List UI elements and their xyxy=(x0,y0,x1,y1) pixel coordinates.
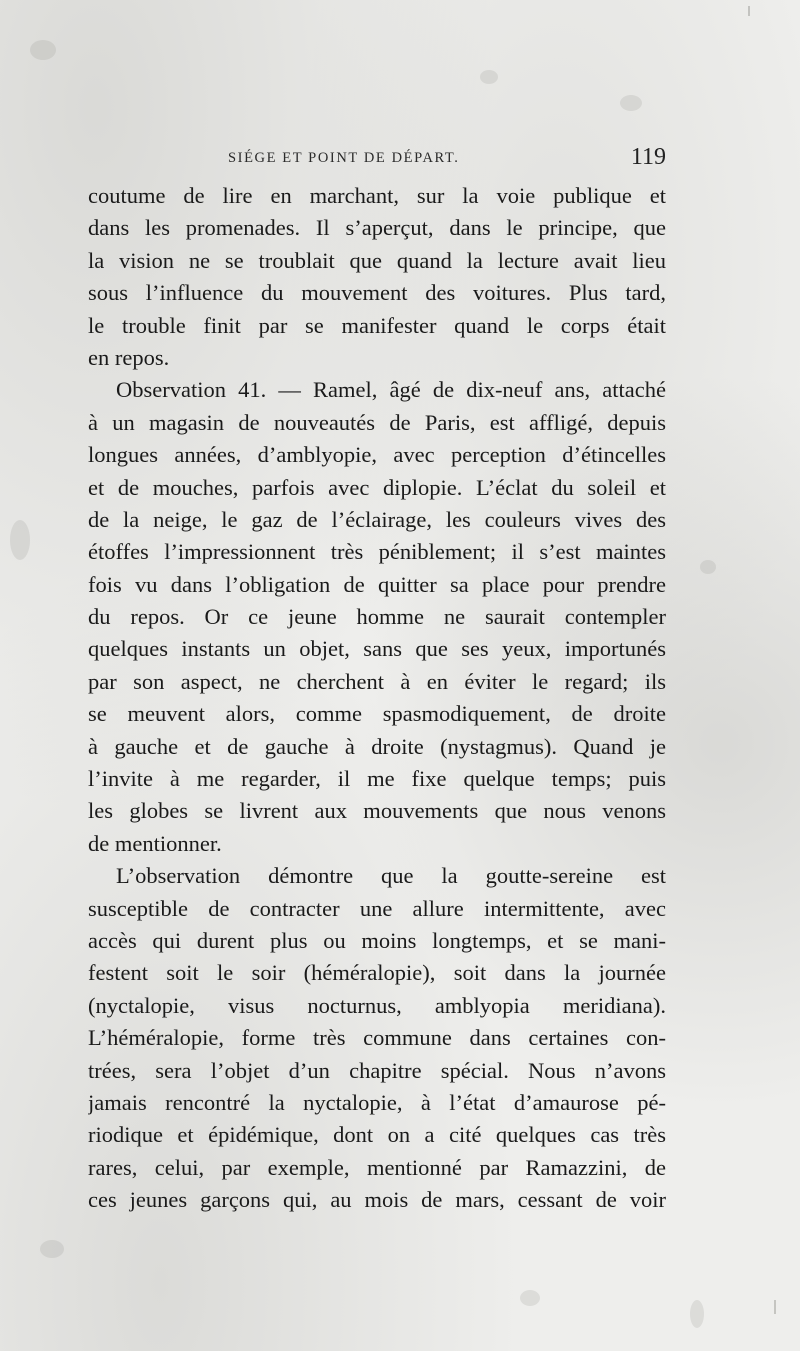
text-line: sous l’influence du mouvement des voitures. Plus tard, xyxy=(88,280,666,306)
observation-heading-line: Observation 41. — Ramel, âgé de dix-neuf ans, attaché xyxy=(116,377,666,403)
text-line: quelques instants un objet, sans que ses yeux, importunés xyxy=(88,636,666,662)
text-line: ces jeunes garçons qui, au mois de mars, cessant de voir xyxy=(88,1187,666,1213)
text-line: de la neige, le gaz de l’éclairage, les couleurs vives des xyxy=(88,506,666,532)
text-line: se meuvent alors, comme spasmodiquement, de droite xyxy=(88,701,666,727)
text-line: la vision ne se troublait que quand la lecture avait lieu xyxy=(88,247,666,273)
body-text xyxy=(88,180,666,1217)
paragraph-start-line: L’observation démontre que la goutte-sereine est xyxy=(116,863,666,889)
running-head xyxy=(228,144,668,174)
text-line: longues années, d’amblyopie, avec perception d’étincelles xyxy=(88,442,666,468)
scan-speckle xyxy=(480,70,498,84)
scan-speckle xyxy=(700,560,716,574)
scan-speckle xyxy=(10,520,30,560)
scan-speckle xyxy=(30,40,56,60)
text-line: étoffes l’impressionnent très péniblement; il s’est maintes xyxy=(88,539,666,565)
text-line: (nyctalopie, visus nocturnus, amblyopia meridiana). xyxy=(88,992,666,1018)
text-line: susceptible de contracter une allure intermittente, avec xyxy=(88,895,666,921)
text-line: les globes se livrent aux mouvements que nous venons xyxy=(88,798,666,824)
text-line: trées, sera l’objet d’un chapitre spécial. Nous n’avons xyxy=(88,1057,666,1083)
text-line: par son aspect, ne cherchent à en éviter le regard; ils xyxy=(88,668,666,694)
text-line: accès qui durent plus ou moins longtemps, et se mani- xyxy=(88,927,666,953)
edge-mark xyxy=(748,6,750,16)
text-line: riodique et épidémique, dont on a cité quelques cas très xyxy=(88,1122,666,1148)
text-line: à un magasin de nouveautés de Paris, est affligé, depuis xyxy=(88,409,666,435)
text-line: jamais rencontré la nyctalopie, à l’état d’amaurose pé- xyxy=(88,1089,666,1115)
text-line: l’invite à me regarder, il me fixe quelque temps; puis xyxy=(88,766,666,792)
text-line: de mentionner. xyxy=(88,830,222,856)
text-line: et de mouches, parfois avec diplopie. L’éclat du soleil et xyxy=(88,474,666,500)
scan-speckle xyxy=(620,95,642,111)
text-line: le trouble finit par se manifester quand le corps était xyxy=(88,312,666,338)
text-line: dans les promenades. Il s’aperçut, dans le principe, que xyxy=(88,215,666,241)
text-line: rares, celui, par exemple, mentionné par Ramazzini, de xyxy=(88,1154,666,1180)
edge-mark xyxy=(774,1300,776,1314)
text-line: fois vu dans l’obligation de quitter sa place pour prendre xyxy=(88,571,666,597)
text-line: à gauche et de gauche à droite (nystagmus). Quand je xyxy=(88,733,666,759)
scan-speckle xyxy=(690,1300,704,1328)
text-line: en repos. xyxy=(88,344,170,370)
text-line: coutume de lire en marchant, sur la voie publique et xyxy=(88,183,666,208)
scan-speckle xyxy=(520,1290,540,1306)
text-line: du repos. Or ce jeune homme ne saurait contempler xyxy=(88,604,666,630)
page-number: 119 xyxy=(630,144,666,170)
text-line: L’héméralopie, forme très commune dans certaines con- xyxy=(88,1025,666,1051)
scan-speckle xyxy=(40,1240,64,1258)
running-title: SIÉGE ET POINT DE DÉPART. xyxy=(228,150,460,166)
text-line: festent soit le soir (héméralopie), soit dans la journée xyxy=(88,960,666,986)
